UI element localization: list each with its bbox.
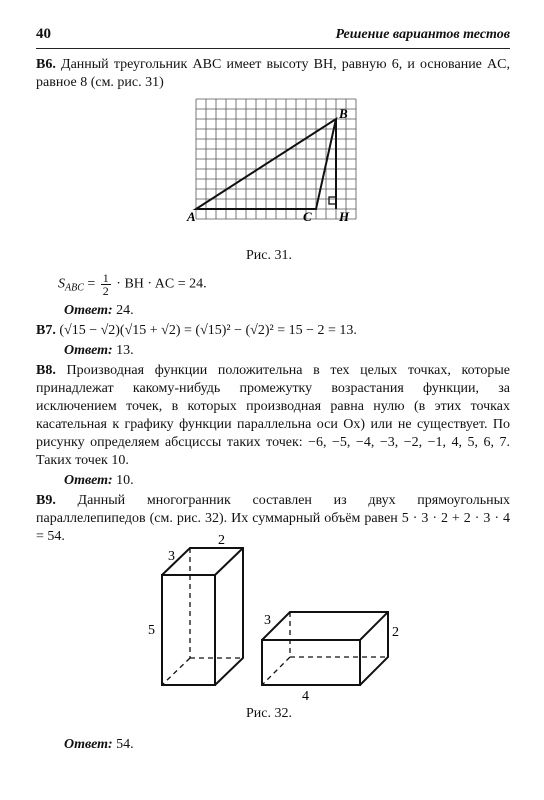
formula-rhs: · BH · AC = 24. (116, 276, 207, 292)
figure-31-caption: Рис. 31. (246, 248, 292, 263)
tall-hidden-d (162, 658, 190, 685)
b8-problem (36, 362, 510, 470)
b7-text: (√15 − √2)(√15 + √2) = (√15)² − (√2)² = 15 − 2 = 13. (59, 323, 357, 338)
page-number: 40 (36, 26, 51, 42)
answer-label: Ответ: (64, 473, 113, 488)
b6-text: Данный треугольник ABC имеет высоту BH, равную 6, и основание AC, равное 8 (см. рис. 31) (36, 57, 511, 90)
b6-label: В6. (36, 57, 56, 72)
b7-answer (64, 342, 134, 360)
dim-tall-depth: 3 (168, 549, 175, 564)
label-c: C (303, 209, 312, 224)
b7-label: В7. (36, 323, 56, 338)
label-h: H (339, 209, 350, 224)
figure-32-caption: Рис. 32. (246, 706, 292, 721)
answer-label: Ответ: (64, 737, 113, 752)
grid (196, 99, 356, 219)
running-title: Решение вариантов тестов (335, 27, 510, 42)
answer-value: 13. (116, 343, 134, 358)
b7-problem (36, 322, 510, 340)
figure-32-boxes (140, 520, 410, 700)
answer-value: 54. (116, 737, 134, 752)
answer-value: 24. (116, 303, 134, 318)
b9-label: В9. (36, 493, 56, 508)
answer-label: Ответ: (64, 343, 113, 358)
fraction-denominator: 2 (102, 284, 109, 298)
dim-low-height: 2 (392, 625, 399, 640)
formula-subscript: ABC (65, 282, 84, 294)
low-hidden-d (262, 657, 290, 685)
tall-box-top-edges (162, 548, 243, 685)
low-box-top-edges (262, 612, 388, 685)
figure-31-triangle (186, 94, 366, 234)
low-box-front (262, 640, 360, 685)
b6-formula (58, 272, 478, 298)
b8-text: Производная функции положительна в тех целых точках, которые принадлежат какому-нибудь промежутку возрастания функции, за исключением точек, в которых производная равна нулю (в этих точках касательная к графику функции параллельна оси Ox) или не существует. По рисунку определяем абсциссы таких точек: −6, −5, −4, −3, −2, −1, 4, 5, 6, 7. Таких точек 10. (36, 363, 511, 468)
dim-low-depth: 3 (264, 613, 271, 628)
b8-answer (64, 472, 134, 490)
right-angle-mark (329, 197, 336, 204)
b9-text: Данный многогранник составлен из двух прямоугольных параллелепипедов (см. рис. 32). Их суммарный объём равен 5 · 3 · 2 + 2 · 3 · 4 = 54. (36, 493, 510, 544)
formula-eq: = (87, 276, 96, 292)
answer-value: 10. (116, 473, 134, 488)
formula-s: S (58, 276, 65, 292)
fraction-numerator: 1 (102, 271, 109, 285)
dim-tall-width: 2 (218, 533, 225, 548)
fraction-one-half (101, 272, 111, 297)
dim-low-width: 4 (302, 689, 309, 700)
tall-box-front-top (162, 575, 215, 685)
answer-label: Ответ: (64, 303, 113, 318)
b8-label: В8. (36, 363, 56, 378)
b6-answer (64, 302, 134, 320)
label-a: A (187, 209, 196, 224)
dim-tall-height: 5 (148, 623, 155, 638)
b9-answer (64, 736, 134, 754)
label-b: B (339, 106, 348, 121)
page-header (36, 26, 510, 49)
b6-problem (36, 56, 510, 92)
